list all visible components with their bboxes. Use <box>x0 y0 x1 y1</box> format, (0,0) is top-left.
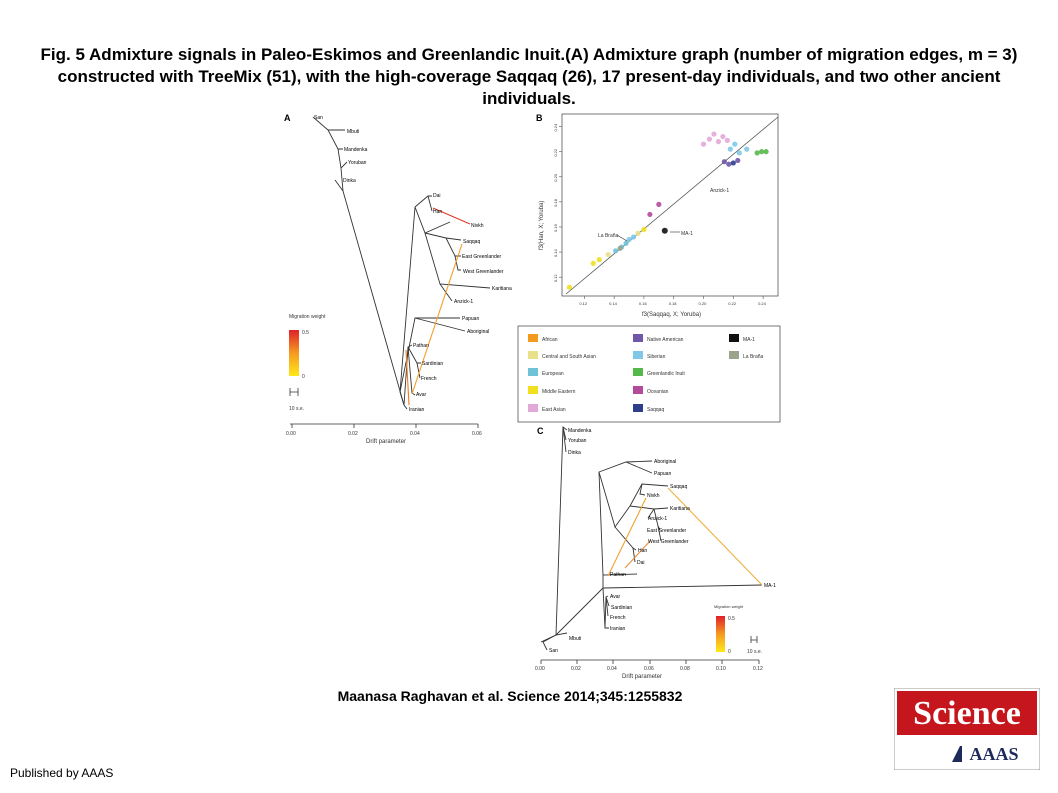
b-point <box>635 231 640 236</box>
science-logo-word: Science <box>913 695 1021 732</box>
b-point <box>662 228 668 234</box>
a-scale-bar-icon <box>290 388 298 396</box>
b-xlabel: f3(Saqqaq, X; Yoruba) <box>642 312 702 318</box>
a-legend-title: Migration weight <box>289 314 326 320</box>
legend-swatch-oceanian <box>633 386 643 394</box>
c-leaf-karitiana: Karitiana <box>670 506 690 512</box>
b-annot-labrana: La Braña <box>598 233 619 239</box>
b-ytick-label: 0.14 <box>553 249 558 258</box>
a-leaf-french: French <box>421 376 437 382</box>
b-plot-frame <box>562 114 778 296</box>
a-legend-min: 0 <box>302 374 305 380</box>
legend-label-ma1: MA-1 <box>743 337 755 343</box>
panel-b <box>518 113 780 422</box>
publisher-note: Published by AAAS <box>10 766 114 780</box>
c-leaf-avar: Avar <box>610 594 621 600</box>
legend-swatch-central-south-asian <box>528 351 538 359</box>
legend-swatch-african <box>528 334 538 342</box>
b-point <box>597 257 602 262</box>
b-point <box>759 149 764 154</box>
b-xtick-label: 0.12 <box>579 301 588 306</box>
legend-label-oceanian: Oceanian <box>647 389 669 395</box>
a-leaf-nivkh: Nivkh <box>471 223 484 229</box>
slide-title: Fig. 5 Admixture signals in Paleo-Eskimos and Greenlandic Inuit.(A) Admixture graph (number of migration edges, m = 3) constructed with TreeMix (51), with the high-coverage Saqqaq (26), 17 present-day individuals, and two other ancient individuals. <box>40 45 1018 108</box>
a-leaf-west-greenlander: West Greenlander <box>463 269 504 275</box>
a-leaf-saqqaq: Saqqaq <box>463 239 481 245</box>
a-legend-gradient <box>289 330 299 376</box>
b-point <box>613 248 618 253</box>
legend-swatch-middle-eastern <box>528 386 538 394</box>
b-point <box>641 227 646 232</box>
citation: Maanasa Raghavan et al. Science 2014;345:1255832 <box>337 688 683 704</box>
c-leaf-sardinian: Sardinian <box>611 605 633 611</box>
b-ytick-label: 0.20 <box>553 173 558 182</box>
b-xtick-label: 0.22 <box>728 301 737 306</box>
b-ytick-label: 0.16 <box>553 224 558 232</box>
a-leaf-dai: Dai <box>433 193 441 199</box>
a-leaf-karitiana: Karitiana <box>492 286 512 292</box>
legend-label-greenlandic-inuit: Greenlandic Inuit <box>647 371 685 377</box>
c-leaf-anzick: Anzick-1 <box>648 516 668 522</box>
panel-a-label: A <box>284 113 291 123</box>
a-leaf-papuan: Papuan <box>462 316 480 322</box>
b-point <box>701 142 706 147</box>
c-leaf-west-greenlander: West Greenlander <box>648 539 689 545</box>
b-point <box>737 150 742 155</box>
legend-label-african: African <box>542 337 558 343</box>
a-leaf-east-greenlander: East Greenlander <box>462 254 502 260</box>
panel-a-axis <box>290 424 478 428</box>
c-tick-0: 0.00 <box>535 666 545 672</box>
legend-label-siberian: Siberian <box>647 354 666 360</box>
legend-label-middle-eastern: Middle Eastern <box>542 389 576 395</box>
b-point <box>731 160 736 165</box>
a-leaf-yoruban: Yoruban <box>348 160 367 166</box>
a-leaf-han: Han <box>433 209 443 215</box>
c-leaf-saqqaq: Saqqaq <box>670 484 688 490</box>
b-point <box>744 147 749 152</box>
b-ytick-label: 0.12 <box>553 274 558 283</box>
b-xtick-label: 0.18 <box>668 301 677 306</box>
panel-c-migrations <box>608 488 762 585</box>
panel-c-leaves <box>549 428 776 654</box>
b-annot-anzick: Anzick-1 <box>710 188 730 194</box>
legend-swatch-saqqaq <box>633 404 643 412</box>
panel-b-label: B <box>536 113 543 123</box>
legend-label-european: European <box>542 371 564 377</box>
b-point <box>647 212 652 217</box>
a-leaf-pathan: Pathan <box>413 343 429 349</box>
a-leaf-mbuti: Mbuti <box>347 129 360 135</box>
panel-a-tree <box>313 117 490 409</box>
c-leaf-iranian: Iranian <box>610 626 626 632</box>
c-leaf-ma1: MA-1 <box>764 583 776 589</box>
b-point <box>626 237 631 242</box>
b-xtick-label: 0.16 <box>638 301 647 306</box>
b-point <box>726 162 731 167</box>
legend-swatch-greenlandic-inuit <box>633 368 643 376</box>
c-tick-6: 0.12 <box>753 666 763 672</box>
c-leaf-mbuti: Mbuti <box>569 636 582 642</box>
b-point <box>728 147 733 152</box>
b-xticks <box>579 296 766 306</box>
b-point <box>722 159 727 164</box>
legend-label-central-south-asian: Central and South Asian <box>542 354 596 360</box>
c-tick-1: 0.02 <box>571 666 581 672</box>
b-point <box>567 285 572 290</box>
a-tick-0: 0.00 <box>286 431 296 437</box>
b-ylabel: f3(Han, X; Yoruba) <box>539 200 545 250</box>
a-leaf-dinka: Dinka <box>343 178 356 184</box>
panel-c-label: C <box>537 426 544 436</box>
a-leaf-aboriginal: Aboriginal <box>467 329 490 335</box>
science-logo <box>894 688 1040 770</box>
legend-label-saqqaq: Saqqaq <box>647 407 665 413</box>
c-leaf-mandenka: Mandenka <box>568 428 592 434</box>
legend-swatch-la-brana <box>729 351 739 359</box>
b-point <box>606 252 611 257</box>
b-ytick-label: 0.18 <box>553 199 558 207</box>
c-leaf-french: French <box>610 615 626 621</box>
b-annot-ma1: MA-1 <box>681 231 693 237</box>
b-point <box>755 150 760 155</box>
panel-a-migrations <box>406 208 470 405</box>
legend-swatch-siberian <box>633 351 643 359</box>
c-leaf-han: Han <box>638 548 648 554</box>
legend-swatch-east-asian <box>528 404 538 412</box>
panel-c-axis <box>541 660 759 664</box>
c-legend-min: 0 <box>728 649 731 655</box>
b-point <box>707 137 712 142</box>
b-point <box>763 149 768 154</box>
legend-label-east-asian: East Asian <box>542 407 566 413</box>
c-legend-max: 0.5 <box>728 616 735 622</box>
b-point <box>735 158 740 163</box>
b-point <box>732 142 737 147</box>
c-tick-4: 0.08 <box>680 666 690 672</box>
c-leaf-san: San <box>549 648 558 654</box>
a-tick-2: 0.04 <box>410 431 420 437</box>
c-tick-3: 0.06 <box>644 666 654 672</box>
c-tick-2: 0.04 <box>607 666 617 672</box>
b-point <box>591 261 596 266</box>
a-leaf-avar: Avar <box>416 392 427 398</box>
c-xlabel: Drift parameter <box>622 674 663 680</box>
c-leaf-nivkh: Nivkh <box>647 493 660 499</box>
b-point <box>725 138 730 143</box>
a-leaf-san: San <box>314 115 323 121</box>
b-point <box>716 139 721 144</box>
c-scale-bar-icon <box>751 636 757 643</box>
c-leaf-yoruban: Yoruban <box>568 438 587 444</box>
b-point <box>711 131 716 136</box>
a-leaf-iranian: Iranian <box>409 407 425 413</box>
a-legend-se: 10 s.e. <box>289 406 305 412</box>
b-yticks <box>553 123 562 282</box>
a-legend-max: 0.5 <box>302 330 309 336</box>
b-point <box>656 202 661 207</box>
b-point <box>631 234 636 239</box>
b-xtick-label: 0.20 <box>698 301 707 306</box>
c-leaf-dai: Dai <box>637 560 645 566</box>
legend-swatch-ma1 <box>729 334 739 342</box>
b-ytick-label: 0.24 <box>553 123 558 132</box>
a-leaf-anzick: Anzick-1 <box>454 299 474 305</box>
legend-swatch-european <box>528 368 538 376</box>
b-xtick-label: 0.24 <box>758 301 766 306</box>
b-xtick-label: 0.14 <box>609 301 617 306</box>
c-leaf-dinka: Dinka <box>568 450 581 456</box>
legend-label-la-brana: La Braña <box>743 354 764 360</box>
legend-swatch-native-american <box>633 334 643 342</box>
c-leaf-east-greenlander: East Greenlander <box>647 528 687 534</box>
panel-a <box>284 113 512 445</box>
a-tick-1: 0.02 <box>348 431 358 437</box>
b-point <box>617 246 622 251</box>
b-point <box>720 134 725 139</box>
a-leaf-mandenka: Mandenka <box>344 147 368 153</box>
panel-c-migration-legend <box>714 604 762 655</box>
c-leaf-pathan: Pathan <box>610 572 626 578</box>
c-legend-title: Migration weight <box>714 604 744 609</box>
panel-a-migration-legend <box>289 314 326 412</box>
c-legend-se: 10 s.e. <box>747 649 763 655</box>
a-leaf-sardinian: Sardinian <box>422 361 444 367</box>
c-legend-gradient <box>716 616 725 652</box>
panel-a-leaves <box>314 115 512 413</box>
a-xlabel: Drift parameter <box>366 439 407 445</box>
panel-c <box>535 426 776 680</box>
b-ytick-label: 0.22 <box>553 148 558 157</box>
c-tick-5: 0.10 <box>716 666 726 672</box>
legend-label-native-american: Native American <box>647 337 684 343</box>
c-leaf-aboriginal: Aboriginal <box>654 459 677 465</box>
science-logo-aaas: AAAS <box>969 744 1019 764</box>
c-leaf-papuan: Papuan <box>654 471 672 477</box>
a-tick-3: 0.06 <box>472 431 482 437</box>
